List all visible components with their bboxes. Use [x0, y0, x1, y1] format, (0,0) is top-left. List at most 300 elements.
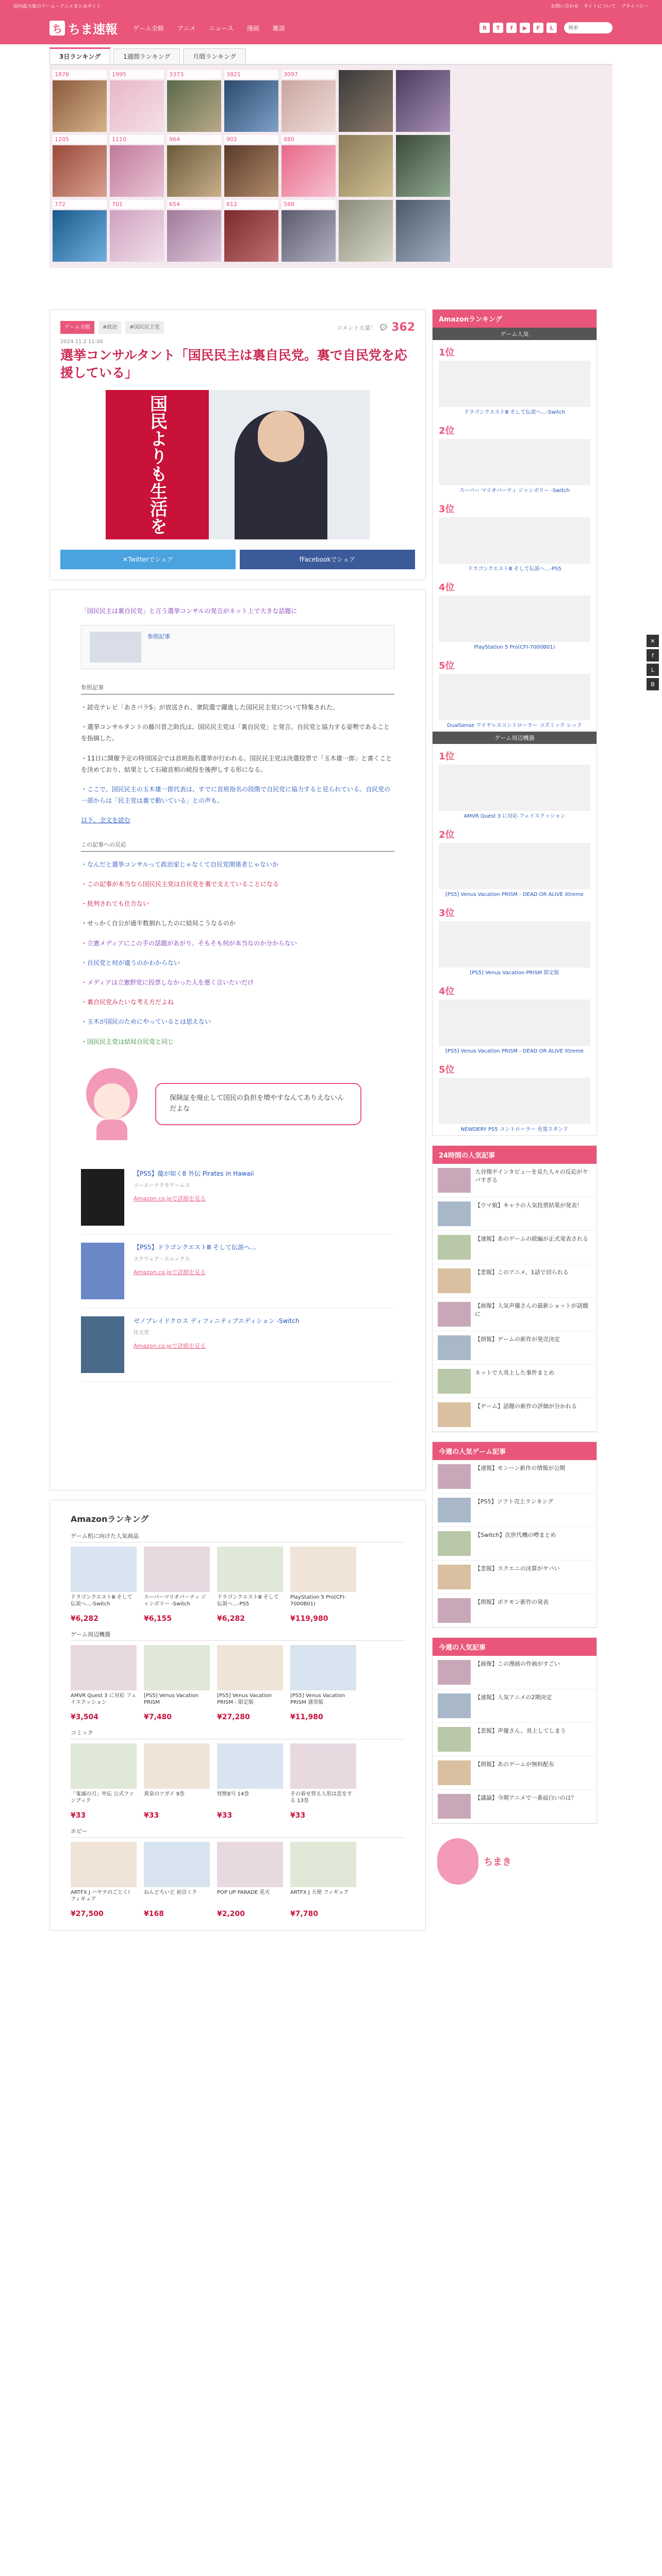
- product-title[interactable]: 【PS5】龍が如く8 外伝 Pirates in Hawaii: [134, 1170, 254, 1177]
- category-tag[interactable]: #国民民主党: [125, 321, 163, 334]
- reference-quote: [81, 625, 394, 669]
- ranking-item[interactable]: [396, 135, 450, 197]
- article-link[interactable]: 【朗報】ポケモン新作の発表: [475, 1599, 549, 1605]
- reaction-comment: ・立憲メディアにこの手の話題があがり、そもそも何が本当なのか分からない: [81, 939, 297, 947]
- rank-number: 2位: [439, 426, 455, 436]
- reaction-comment: ・裏自民党みたいな考え方だよね: [81, 998, 174, 1006]
- rank-product-image[interactable]: [439, 361, 590, 407]
- amazon-product-price: ¥6,282: [217, 1614, 245, 1623]
- article-link[interactable]: 【議論】今期アニメで一番面白いのは？: [475, 1794, 577, 1801]
- amazon-product-image[interactable]: [144, 1645, 210, 1690]
- section-label: この記事への反応: [81, 840, 394, 852]
- article-link[interactable]: 【朗報】あのゲームが無料配布: [475, 1761, 554, 1768]
- reaction-comment: ・玉木が国民のためにやっているとは思えない: [81, 1018, 211, 1026]
- rank-number: 5位: [439, 1064, 455, 1075]
- amazon-product[interactable]: [144, 1547, 210, 1623]
- article-link[interactable]: 【朗報】ゲームの新作が発売決定: [475, 1336, 560, 1343]
- ranking-item[interactable]: [224, 135, 278, 197]
- amazon-product-image[interactable]: [290, 1842, 356, 1887]
- popular-article[interactable]: [433, 1561, 597, 1594]
- nav-anime[interactable]: アニメ: [177, 24, 196, 32]
- article-thumbnail[interactable]: [438, 1794, 471, 1819]
- amazon-product-name[interactable]: スーパーマリオパーティ ジャンボリー -Switch: [144, 1594, 207, 1607]
- amazon-product-name[interactable]: その着せ替え人形は恋をする 13巻: [290, 1791, 352, 1804]
- rank-number: 5位: [439, 660, 455, 671]
- ranking-item[interactable]: [282, 200, 336, 262]
- amazon-product-price: ¥2,200: [217, 1909, 245, 1918]
- amazon-product[interactable]: [71, 1645, 137, 1721]
- article-thumbnail[interactable]: [438, 1727, 471, 1752]
- sidebar-popular-game: [432, 1442, 597, 1628]
- amazon-product-price: ¥6,282: [71, 1614, 99, 1623]
- view-count: 654: [167, 200, 221, 209]
- amazon-product-name[interactable]: 黄泉のツガイ 9巻: [144, 1791, 185, 1797]
- article-link[interactable]: 【悲報】声優さん、炎上してしまう: [475, 1727, 566, 1734]
- popular-article[interactable]: [433, 1331, 597, 1365]
- rank-product-name[interactable]: ドラゴンクエストⅢ そして伝説へ…-PS5: [467, 566, 562, 572]
- mascot-comment: [81, 1068, 394, 1140]
- ranking-item[interactable]: [396, 70, 450, 132]
- ranking-item[interactable]: [339, 200, 393, 262]
- ranking-item[interactable]: [396, 200, 450, 262]
- facebook-icon[interactable]: f: [506, 23, 517, 33]
- ranking-item[interactable]: [339, 135, 393, 197]
- category-tag[interactable]: ゲーム全般: [60, 321, 94, 334]
- rank-product-name[interactable]: DualSense ワイヤレスコントローラー コズミック レッド: [447, 723, 582, 728]
- twitter-icon[interactable]: T: [493, 23, 503, 33]
- amazon-link[interactable]: Amazon.co.jpで詳細を見る: [134, 1343, 206, 1350]
- sidebar-rank-item[interactable]: [433, 822, 597, 901]
- ranking-item[interactable]: [167, 135, 221, 197]
- ranking-item[interactable]: [224, 200, 278, 262]
- top-bar: [0, 0, 662, 11]
- mascot-avatar: [437, 1838, 478, 1885]
- comment-counter[interactable]: [336, 321, 415, 334]
- amazon-product[interactable]: [144, 1842, 210, 1918]
- amazon-product[interactable]: [71, 1842, 137, 1918]
- ranking-item[interactable]: [53, 70, 107, 132]
- rank-product-name[interactable]: [PS5] Venus Vacation PRISM 限定版: [470, 970, 559, 976]
- sidebar-heading: Amazonランキング: [433, 310, 597, 328]
- popular-article[interactable]: [433, 1264, 597, 1298]
- hero-banner-text: 国民よりも生活を: [106, 390, 209, 539]
- rank-product-image[interactable]: [439, 517, 590, 564]
- amazon-product-price: ¥33: [71, 1811, 86, 1820]
- ranking-tabs: [49, 44, 613, 65]
- top-link-privacy[interactable]: プライバシー: [621, 4, 649, 9]
- nav-manga[interactable]: 漫画: [246, 24, 259, 32]
- logo-text: ちま速報: [68, 21, 118, 37]
- amazon-product-image[interactable]: [71, 1547, 137, 1592]
- view-count: 612: [224, 200, 278, 209]
- article-body: [49, 589, 426, 1490]
- article-link[interactable]: 【速報】あのゲームの続編が正式発表される: [475, 1235, 588, 1242]
- article-thumbnail[interactable]: [438, 1464, 471, 1489]
- mascot-speech-bubble: 保険証を廃止して国民の負担を増やすなんてありえないんだよな: [155, 1083, 361, 1125]
- sidebar-subheading: ゲーム周辺機器: [433, 732, 597, 744]
- amazon-product-price: ¥3,504: [71, 1713, 99, 1721]
- view-count: 3097: [282, 70, 336, 79]
- ranking-item[interactable]: [282, 70, 336, 132]
- amazon-ranking-title: Amazonランキング: [71, 1514, 149, 1524]
- rank-product-name[interactable]: ドラゴンクエストⅢ そして伝説へ…-Switch: [464, 410, 566, 415]
- popular-article[interactable]: [433, 1231, 597, 1264]
- amazon-product[interactable]: [290, 1645, 356, 1721]
- article-thumbnail[interactable]: [438, 1660, 471, 1685]
- amazon-product-price: ¥27,280: [217, 1713, 250, 1721]
- article-paragraph: ・読売テレビ「あさパラS」が放送され、衆院選で躍進した国民民主党について特集された。: [81, 704, 339, 711]
- amazon-product-name[interactable]: [PS5] Venus Vacation PRISM 通常版: [290, 1692, 345, 1705]
- search-input[interactable]: [564, 22, 613, 33]
- tab-1week[interactable]: 1週間ランキング: [113, 48, 180, 64]
- top-bar-links: [551, 3, 649, 9]
- reaction-comment: ・メディアは立憲野党に投票しなかった人を悪く言いたいだけ: [81, 979, 254, 986]
- comment-icon: 💬: [380, 324, 388, 331]
- amazon-product[interactable]: [217, 1645, 283, 1721]
- popular-game-list: [433, 1460, 597, 1628]
- reaction-comment: ・この記事が本当なら国民民主党は自民党を裏で支えていることになる: [81, 880, 279, 888]
- rank-product-name[interactable]: AMVR Quest 3 に対応 フェイスクッション: [464, 814, 566, 819]
- reaction-comment: ・国民民主党は結局自民党と同じ: [81, 1038, 174, 1045]
- ranking-row: [53, 135, 613, 197]
- top-link-about[interactable]: サイトについて: [584, 4, 616, 9]
- sidebar-rank-item[interactable]: [433, 901, 597, 979]
- product-image[interactable]: [81, 1243, 124, 1299]
- popular-article[interactable]: [433, 1494, 597, 1527]
- rank-number: 3位: [439, 908, 455, 919]
- amazon-product-image[interactable]: [217, 1547, 283, 1592]
- mascot-avatar: [81, 1068, 143, 1140]
- twitter-icon[interactable]: ✕: [647, 635, 659, 647]
- nav-chat[interactable]: 雑談: [272, 24, 285, 32]
- person-face: [258, 411, 304, 462]
- amazon-product-image[interactable]: [290, 1547, 356, 1592]
- amazon-product-name[interactable]: 怪獣8号 14巻: [217, 1791, 250, 1797]
- amazon-row: [71, 1645, 405, 1721]
- ranking-item[interactable]: [110, 200, 164, 262]
- article-thumbnail[interactable]: [438, 1201, 471, 1226]
- line-icon[interactable]: L: [647, 664, 659, 676]
- amazon-product[interactable]: [144, 1743, 210, 1820]
- sidebar-rank-item[interactable]: [433, 979, 597, 1057]
- rank-product-image[interactable]: [439, 843, 590, 889]
- product-title[interactable]: ゼノブレイドクロス ディフィニティブエディション -Switch: [134, 1317, 300, 1325]
- rank-product-image[interactable]: [439, 596, 590, 642]
- ranking-item[interactable]: [282, 135, 336, 197]
- sidebar-mascot: [432, 1833, 597, 1890]
- amazon-product-name[interactable]: ARTFX J ハヤテのごとく! フィギュア: [71, 1889, 130, 1902]
- rank-product-name[interactable]: [PS5] Venus Vacation PRISM - DEAD OR ALIVE Xtreme: [445, 892, 584, 897]
- article-link[interactable]: 大谷翔平インタビューを見た人々の反応がヤバすぎる: [475, 1168, 588, 1183]
- article-link[interactable]: 【画像】人気声優さんの最新ショットが話題に: [475, 1302, 588, 1317]
- ranking-item[interactable]: [167, 70, 221, 132]
- amazon-product-name[interactable]: ねんどろいど 初音ミク: [144, 1889, 197, 1895]
- category-tag[interactable]: #政治: [98, 321, 121, 334]
- article-thumbnail[interactable]: [438, 1598, 471, 1623]
- article-link[interactable]: 【ウマ娘】キャラの人気投票結果が発表！: [475, 1202, 583, 1209]
- article-thumbnail[interactable]: [438, 1168, 471, 1193]
- article-link[interactable]: 【悲報】このアニメ、1話で切られる: [475, 1269, 569, 1276]
- amazon-product-name[interactable]: POP UP PARADE 花火: [217, 1889, 270, 1895]
- popular-week-list: [433, 1656, 597, 1823]
- sidebar-heading: 今週の人気記事: [433, 1638, 597, 1656]
- sidebar-game-list: [433, 340, 597, 732]
- product-meta: コーエーテクモゲームス: [134, 1182, 190, 1189]
- amazon-product-name[interactable]: [PS5] Venus Vacation PRISM: [144, 1692, 198, 1705]
- ranking-item[interactable]: [110, 70, 164, 132]
- article-link[interactable]: 【ゲーム】話題の新作の評価が分かれる: [475, 1403, 577, 1410]
- amazon-product[interactable]: [71, 1547, 137, 1623]
- amazon-product-price: ¥33: [144, 1811, 159, 1820]
- header-right: [479, 22, 613, 33]
- sidebar-rank-item[interactable]: [433, 497, 597, 575]
- youtube-icon[interactable]: ▶: [520, 23, 530, 33]
- popular-article[interactable]: [433, 1594, 597, 1628]
- amazon-product-image[interactable]: [217, 1743, 283, 1789]
- amazon-product-price: ¥168: [144, 1909, 164, 1918]
- view-count: 880: [282, 135, 336, 144]
- popular-article[interactable]: [433, 1398, 597, 1432]
- view-count: 1876: [53, 70, 107, 79]
- popular-article[interactable]: [433, 1689, 597, 1723]
- rank-product-image[interactable]: [439, 674, 590, 720]
- read-more-link[interactable]: 以下、全文を読む: [81, 817, 131, 824]
- amazon-section-label: ゲーム机に向けた人気商品: [71, 1532, 405, 1543]
- sidebar: [432, 309, 597, 1890]
- facebook-icon[interactable]: f: [647, 649, 659, 662]
- popular-article[interactable]: [433, 1164, 597, 1197]
- amazon-product-image[interactable]: [290, 1743, 356, 1789]
- amazon-product-image[interactable]: [71, 1743, 137, 1789]
- article-thumbnail[interactable]: [438, 1369, 471, 1394]
- rank-product-image[interactable]: [439, 765, 590, 811]
- product-title[interactable]: 【PS5】ドラゴンクエストⅢ そして伝説へ…: [134, 1243, 257, 1251]
- amazon-product-image[interactable]: [144, 1743, 210, 1789]
- product-item: [81, 1234, 394, 1308]
- ranking-item[interactable]: [110, 135, 164, 197]
- hero-image: [106, 390, 370, 539]
- facebook-share-button[interactable]: f Facebookでシェア: [240, 550, 415, 569]
- amazon-row: [71, 1743, 405, 1820]
- amazon-section-label: コミック: [71, 1728, 405, 1739]
- amazon-product-image[interactable]: [144, 1842, 210, 1887]
- popular-article[interactable]: [433, 1460, 597, 1494]
- article-thumbnail[interactable]: [438, 1531, 471, 1556]
- article-link[interactable]: 【Switch】次世代機の噂まとめ: [475, 1532, 556, 1538]
- amazon-product-image[interactable]: [290, 1645, 356, 1690]
- product-image[interactable]: [81, 1169, 124, 1226]
- amazon-row: [71, 1842, 405, 1918]
- amazon-product[interactable]: [217, 1842, 283, 1918]
- amazon-product-price: ¥7,780: [290, 1909, 319, 1918]
- tab-3day[interactable]: 3日ランキング: [49, 47, 110, 64]
- amazon-product-name[interactable]: AMVR Quest 3 に対応 フェイスクッション: [71, 1692, 137, 1705]
- amazon-ranking: [49, 1500, 426, 1931]
- article-paragraph: ・11日に開催予定の特別国会では首班指名選挙が行われる。国民民主党は決選投票で「玉木雄一郎」と書くことを決めており、結果として石破首相の続投を後押しする形になる。: [81, 754, 392, 773]
- article-link[interactable]: 【速報】モンハン新作の情報が公開: [475, 1465, 566, 1471]
- rank-number: 4位: [439, 986, 455, 997]
- feedly-icon[interactable]: F: [533, 23, 543, 33]
- popular-article[interactable]: [433, 1656, 597, 1689]
- reaction-comment: ・批判されても仕方ない: [81, 900, 150, 908]
- article-title: 選挙コンサルタント「国民民主は裏自民党。裏で自民党を応援している」: [60, 348, 407, 380]
- article-thumbnail[interactable]: [438, 1402, 471, 1427]
- article-thumbnail[interactable]: [438, 1693, 471, 1718]
- reference-thumbnail: [90, 632, 141, 663]
- article-thumbnail[interactable]: [438, 1498, 471, 1522]
- rank-product-image[interactable]: [439, 921, 590, 968]
- popular-article[interactable]: [433, 1298, 597, 1331]
- amazon-product-name[interactable]: [PS5] Venus Vacation PRISM - 限定版: [217, 1692, 272, 1705]
- twitter-icon: ✕: [122, 555, 128, 563]
- rank-number: 1位: [439, 347, 455, 358]
- amazon-product[interactable]: [290, 1842, 356, 1918]
- amazon-row: [71, 1547, 405, 1623]
- article-thumbnail[interactable]: [438, 1565, 471, 1589]
- twitter-share-button[interactable]: ✕ Twitterでシェア: [60, 550, 236, 569]
- logo-mark: ち: [49, 21, 65, 36]
- article-thumbnail[interactable]: [438, 1268, 471, 1293]
- article-link[interactable]: 【速報】人気アニメの2期決定: [475, 1694, 552, 1701]
- sidebar-heading: 今週の人気ゲーム記事: [433, 1442, 597, 1460]
- ranking-item[interactable]: [224, 70, 278, 132]
- sidebar-accessory-list: [433, 744, 597, 1136]
- rank-product-image[interactable]: [439, 1078, 590, 1124]
- amazon-product-price: ¥11,980: [290, 1713, 323, 1721]
- article-thumbnail[interactable]: [438, 1235, 471, 1260]
- amazon-product[interactable]: [290, 1547, 356, 1623]
- amazon-section-label: ゲーム周辺機器: [71, 1630, 405, 1641]
- amazon-product-image[interactable]: [144, 1547, 210, 1592]
- sidebar-rank-item[interactable]: [433, 744, 597, 822]
- popular-article[interactable]: [433, 1365, 597, 1398]
- amazon-product-price: ¥7,480: [144, 1713, 172, 1721]
- popular-article[interactable]: [433, 1197, 597, 1231]
- nav-game[interactable]: ゲーム全般: [133, 24, 164, 32]
- reaction-comment: ・なんだと選挙コンサルって政治家じゃなくて自民党関係者じゃないか: [81, 860, 279, 868]
- bookmark-icon[interactable]: B: [647, 678, 659, 690]
- view-count: 1205: [53, 135, 107, 144]
- amazon-product-name[interactable]: 「鬼滅の刃」外伝 公式ファンブック: [71, 1791, 134, 1804]
- sidebar-rank-item[interactable]: [433, 1057, 597, 1136]
- article-thumbnail[interactable]: [438, 1302, 471, 1327]
- main-content: [49, 309, 426, 1931]
- sidebar-rank-item[interactable]: [433, 575, 597, 653]
- popular-article[interactable]: [433, 1756, 597, 1790]
- amazon-product-image[interactable]: [217, 1645, 283, 1690]
- rank-product-image[interactable]: [439, 439, 590, 485]
- rank-product-image[interactable]: [439, 999, 590, 1046]
- popular-article[interactable]: [433, 1723, 597, 1756]
- comment-label: コメント大量！: [336, 324, 376, 331]
- rank-number: 1位: [439, 751, 455, 762]
- rank-product-name[interactable]: NEWDERY PS5 コントローラー 充電スタンド: [460, 1127, 569, 1132]
- amazon-link[interactable]: Amazon.co.jpで詳細を見る: [134, 1195, 206, 1202]
- view-count: 3373: [167, 70, 221, 79]
- product-item: [81, 1161, 394, 1234]
- view-count: 588: [282, 200, 336, 209]
- article-categories: [50, 310, 425, 334]
- line-icon[interactable]: L: [547, 23, 557, 33]
- mascot-name: ちまき: [484, 1857, 511, 1868]
- article-paragraph: ・選挙コンサルタントの藤川晋之助氏は、国民民主党は「裏自民党」と発言。自民党と協力する姿勢であることを指摘した。: [81, 723, 390, 742]
- amazon-product-image[interactable]: [217, 1842, 283, 1887]
- amazon-link[interactable]: Amazon.co.jpで詳細を見る: [134, 1269, 206, 1276]
- article-thumbnail[interactable]: [438, 1760, 471, 1785]
- amazon-product-name[interactable]: ドラゴンクエストⅢ そして伝説へ…-Switch: [71, 1594, 133, 1607]
- article-link[interactable]: 【悲報】スクエニの決算がヤバい: [475, 1565, 560, 1572]
- amazon-product[interactable]: [144, 1645, 210, 1721]
- rss-icon[interactable]: R: [479, 23, 490, 33]
- product-image[interactable]: [81, 1316, 124, 1373]
- view-count: 964: [167, 135, 221, 144]
- popular-list: [433, 1164, 597, 1432]
- popular-article[interactable]: [433, 1790, 597, 1823]
- reaction-comment: ・自民党と何が違うのかわからない: [81, 959, 180, 967]
- section-label: 参照記事: [81, 683, 394, 694]
- comment-count: 362: [391, 321, 415, 334]
- amazon-product-price: ¥33: [290, 1811, 306, 1820]
- reference-title[interactable]: 参照記事: [147, 633, 170, 640]
- view-count: 902: [224, 135, 278, 144]
- intro-text: 「国民民主は裏自民党」と言う選挙コンサルの発言がネット上で大きな話題に: [81, 607, 297, 615]
- article-date: 2024.11.2 11:00: [60, 339, 103, 345]
- article-link[interactable]: ネットで大炎上した事件まとめ: [475, 1369, 554, 1376]
- amazon-product-price: ¥119,980: [290, 1614, 328, 1623]
- ranking-item[interactable]: [167, 200, 221, 262]
- sidebar-subheading: ゲーム人気: [433, 328, 597, 340]
- main-nav: [133, 24, 285, 32]
- tab-month[interactable]: 月間ランキング: [183, 48, 246, 64]
- article-link[interactable]: 【画像】この漫画の作画がすごい: [475, 1660, 560, 1667]
- rank-product-name[interactable]: [PS5] Venus Vacation PRISM - DEAD OR ALIVE Xtreme: [445, 1048, 584, 1054]
- ranking-item[interactable]: [53, 200, 107, 262]
- amazon-product-name[interactable]: PlayStation 5 Pro(CFI-7000B01): [290, 1594, 346, 1607]
- amazon-product[interactable]: [71, 1743, 137, 1820]
- rank-product-name[interactable]: PlayStation 5 Pro(CFI-7000B01): [474, 645, 555, 650]
- ranking-row: [53, 200, 613, 262]
- product-item: [81, 1308, 394, 1382]
- amazon-product-image[interactable]: [71, 1842, 137, 1887]
- amazon-product-name[interactable]: ドラゴンクエストⅢ そして伝説へ…-PS5: [217, 1594, 279, 1607]
- article-thumbnail[interactable]: [438, 1335, 471, 1360]
- amazon-product-name[interactable]: ARTFX J 天使 フィギュア: [290, 1889, 349, 1895]
- ranking-row: [53, 70, 613, 132]
- rank-product-name[interactable]: スーパー マリオパーティ ジャンボリー -Switch: [459, 488, 570, 494]
- ranking-item[interactable]: [339, 70, 393, 132]
- amazon-product[interactable]: [217, 1547, 283, 1623]
- nav-news[interactable]: ニュース: [209, 24, 234, 32]
- sidebar-rank-item[interactable]: [433, 418, 597, 497]
- ranking-item[interactable]: [53, 135, 107, 197]
- top-bar-text: 国内最大級のゲーム・アニメまとめサイト: [13, 4, 101, 9]
- sidebar-amazon-ranking: [432, 309, 597, 1136]
- amazon-product-price: ¥33: [217, 1811, 233, 1820]
- amazon-product-price: ¥27,500: [71, 1909, 104, 1918]
- sidebar-rank-item[interactable]: [433, 340, 597, 418]
- top-link-contact[interactable]: お問い合わせ: [551, 4, 579, 9]
- amazon-product[interactable]: [290, 1743, 356, 1820]
- site-logo[interactable]: [49, 19, 118, 37]
- product-meta: スクウェア・エニックス: [134, 1256, 190, 1262]
- rank-number: 3位: [439, 504, 455, 515]
- sidebar-rank-item[interactable]: [433, 653, 597, 732]
- popular-article[interactable]: [433, 1527, 597, 1561]
- amazon-product[interactable]: [217, 1743, 283, 1820]
- amazon-product-price: ¥6,155: [144, 1614, 172, 1623]
- article-link[interactable]: 【PS5】ソフト売上ランキング: [475, 1498, 554, 1505]
- amazon-product-image[interactable]: [71, 1645, 137, 1690]
